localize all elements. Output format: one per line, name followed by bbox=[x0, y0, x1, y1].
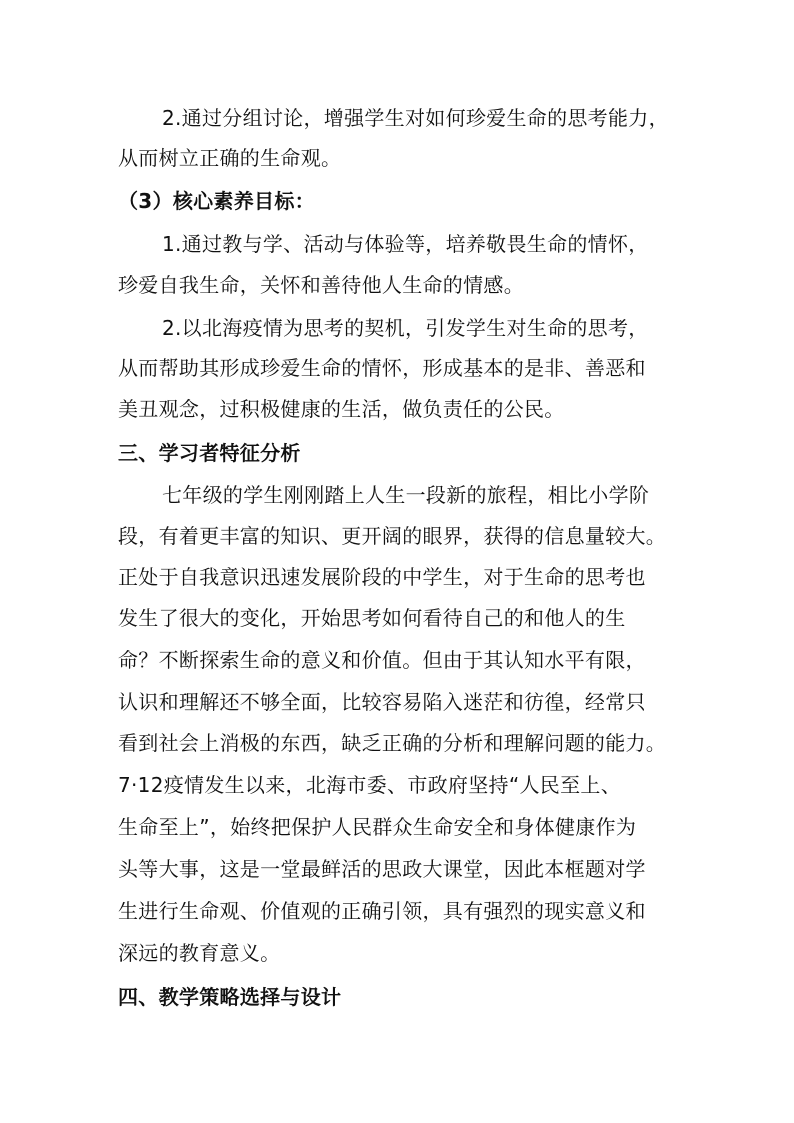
paragraph-line: 正处于自我意识迅速发展阶段的中学生，对于生命的思考也 bbox=[118, 565, 646, 589]
section-heading: 三、学习者特征分析 bbox=[118, 441, 301, 465]
paragraph-line: 看到社会上消极的东西，缺乏正确的分析和理解问题的能力。 bbox=[118, 731, 667, 755]
paragraph-line: 2.通过分组讨论，增强学生对如何珍爱生命的思考能力， bbox=[162, 106, 669, 130]
paragraph-line: 2.以北海疫情为思考的契机，引发学生对生命的思考， bbox=[162, 316, 649, 340]
paragraph-line: 头等大事，这是一堂最鲜活的思政大课堂，因此本框题对学 bbox=[118, 857, 646, 881]
paragraph-line: 命？不断探索生命的意义和价值。但由于其认知水平有限， bbox=[118, 648, 646, 672]
paragraph-line: 发生了很大的变化，开始思考如何看待自己的和他人的生 bbox=[118, 606, 626, 630]
section-subheading: （3）核心素养目标： bbox=[118, 189, 315, 213]
paragraph-line: 7·12疫情发生以来，北海市委、市政府坚持“人民至上、 bbox=[118, 773, 621, 797]
paragraph-line: 从而树立正确的生命观。 bbox=[118, 146, 342, 170]
section-heading: 四、教学策略选择与设计 bbox=[118, 985, 342, 1009]
paragraph-line: 美丑观念，过积极健康的生活，做负责任的公民。 bbox=[118, 397, 565, 421]
paragraph-line: 认识和理解还不够全面，比较容易陷入迷茫和彷徨，经常只 bbox=[118, 690, 646, 714]
paragraph-line: 深远的教育意义。 bbox=[118, 941, 281, 965]
paragraph-line: 从而帮助其形成珍爱生命的情怀，形成基本的是非、善恶和 bbox=[118, 356, 646, 380]
paragraph-line: 生进行生命观、价值观的正确引领，具有强烈的现实意义和 bbox=[118, 899, 646, 923]
paragraph-line: 珍爱自我生命，关怀和善待他人生命的情感。 bbox=[118, 273, 524, 297]
paragraph-line: 1.通过教与学、活动与体验等，培养敬畏生命的情怀， bbox=[162, 232, 649, 256]
paragraph-line: 生命至上”，始终把保护人民群众生命安全和身体健康作为 bbox=[118, 815, 637, 839]
paragraph-line: 段，有着更丰富的知识、更开阔的眼界，获得的信息量较大。 bbox=[118, 524, 667, 548]
paragraph-line: 七年级的学生刚刚踏上人生一段新的旅程，相比小学阶 bbox=[162, 483, 650, 507]
